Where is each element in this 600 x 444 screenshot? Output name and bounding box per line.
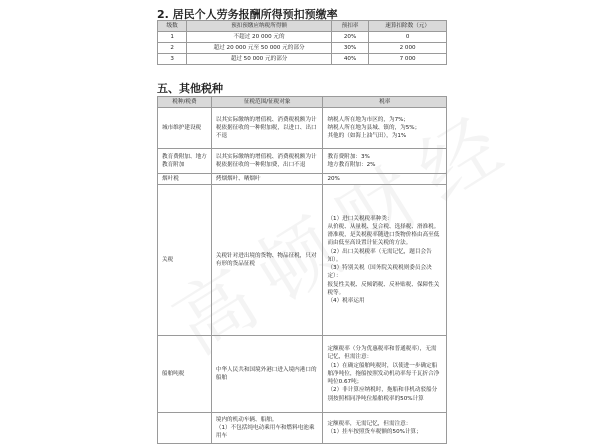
scope-line: （1）不包括纯电动乘用车和燃料电池乘用车 <box>215 424 315 440</box>
column-header: 预扣预缴应纳税所得额 <box>187 21 332 32</box>
rate-line: 纳税人所在地为市区的，为7%； <box>327 116 410 123</box>
tax-scope-cell: 中华人民共和国境外港口进入境内港口的船舶 <box>211 336 323 413</box>
other-taxes-table <box>157 96 447 444</box>
rate-line: 从价税、从量税、复合税、选择税、滑准税。 <box>327 224 440 231</box>
tax-name-cell: 关税 <box>158 185 212 336</box>
rate-line: 滑准税，是关税税率随进口货物价格由高至低而由低至高设置计征关税的方法。 <box>327 232 440 247</box>
column-header: 税率 <box>323 97 447 108</box>
table-cell: 30% <box>331 43 368 54</box>
table-row <box>158 174 447 185</box>
tax-rate-cell: 20% <box>323 174 447 185</box>
rate-line: （2）出口关税税率（无需记忆，题目会告知）。 <box>327 248 432 263</box>
table-cell: 20% <box>331 32 368 43</box>
rate-line: 报复性关税、反倾销税、反补贴税、保障性关税等。 <box>327 281 440 296</box>
table-cell: 7 000 <box>369 54 447 65</box>
rate-line: 纳税人所在地为县城、镇的，为5%； <box>327 124 421 131</box>
table-row <box>158 43 447 54</box>
rate-line: 定额税率，无需记忆，但需注意： <box>327 420 412 427</box>
rate-line: （1）在确定船舶吨税时，以使进一步确定船舶净吨位，拖船按照发动机功率每千瓦折合净吨位0.67吨； <box>327 362 440 386</box>
rate-line: 教育费附加：3% <box>327 153 370 160</box>
table-cell: 2 000 <box>369 43 447 54</box>
tax-scope-cell: 烤烟烟叶、晒烟叶 <box>211 174 323 185</box>
rate-line: （2）非计算应纳税时，拖船和非机动驳船分别按照相同净吨位船舶税率的50%计算 <box>327 387 438 402</box>
table-row <box>158 32 447 43</box>
rate-line: 地方教育附加：2% <box>327 162 376 168</box>
table-cell: 超过 50 000 元的部分 <box>187 54 332 65</box>
table-row <box>158 54 447 65</box>
tax-rate-cell <box>323 108 447 149</box>
column-header: 征税范围/征税对象 <box>211 97 323 108</box>
table-row <box>158 413 447 444</box>
table-row <box>158 336 447 413</box>
table-row <box>158 149 447 174</box>
tax-name-cell: 烟叶税 <box>158 174 212 185</box>
table-cell: 40% <box>331 54 368 65</box>
column-header: 预扣率 <box>331 21 368 32</box>
table-cell: 1 <box>158 32 187 43</box>
tax-scope-cell <box>211 413 323 444</box>
table-row <box>158 108 447 149</box>
tax-rate-cell <box>323 413 447 444</box>
section-title: 2. 居民个人劳务报酬所得预扣预缴率 <box>157 8 338 21</box>
column-header: 税种/税费 <box>158 97 212 108</box>
table-cell: 不超过 20 000 元的 <box>187 32 332 43</box>
table-cell: 0 <box>369 32 447 43</box>
tax-scope-cell: 以其实际缴纳的增值税、消费税税额为计税依据征收的一种附加税，以进口、出口不退 <box>211 108 323 149</box>
tax-rate-cell <box>323 149 447 174</box>
table-header-row <box>158 97 447 108</box>
table-row <box>158 185 447 336</box>
column-header: 级数 <box>158 21 187 32</box>
tax-scope-cell: 关税针对进出境的货物、物品征税，只对有形的货品征税 <box>211 185 323 336</box>
table-cell: 2 <box>158 43 187 54</box>
tax-name-cell: 教育费附加、地方教育附加 <box>158 149 212 174</box>
scope-line: 境内的机动车辆、船舶。 <box>215 416 278 423</box>
column-header: 速算扣除数（元） <box>369 21 447 32</box>
tax-name-cell: 城市维护建设税 <box>158 108 212 149</box>
table-cell: 3 <box>158 54 187 65</box>
tax-rate-cell <box>323 336 447 413</box>
tax-name-cell <box>158 413 212 444</box>
rate-line: 其他的（如海上油气田），为1% <box>327 133 407 140</box>
rate-line: （4）税率运用 <box>327 297 365 304</box>
tax-scope-cell: 以其实际缴纳的增值税、消费税税额为计税依据征收的一种附加费，出口不退 <box>211 149 323 174</box>
rate-line: （1）进口关税税率种类： <box>327 215 393 222</box>
section-title: 五、其他税种 <box>157 82 223 95</box>
table-header-row <box>158 21 447 32</box>
rate-line: 定额税率（分为优惠税率和普通税率），无需记忆，但需注意： <box>327 346 437 361</box>
tax-name-cell: 船舶吨税 <box>158 336 212 413</box>
rate-line: （1）挂车按照货车税额的50%计算； <box>327 429 422 435</box>
tax-rate-cell <box>323 185 447 336</box>
table-cell: 超过 20 000 元至 50 000 元的部分 <box>187 43 332 54</box>
rate-line: （3）特别关税（国务院关税税则委员会决定）： <box>327 265 432 280</box>
withholding-rate-table <box>157 20 447 65</box>
